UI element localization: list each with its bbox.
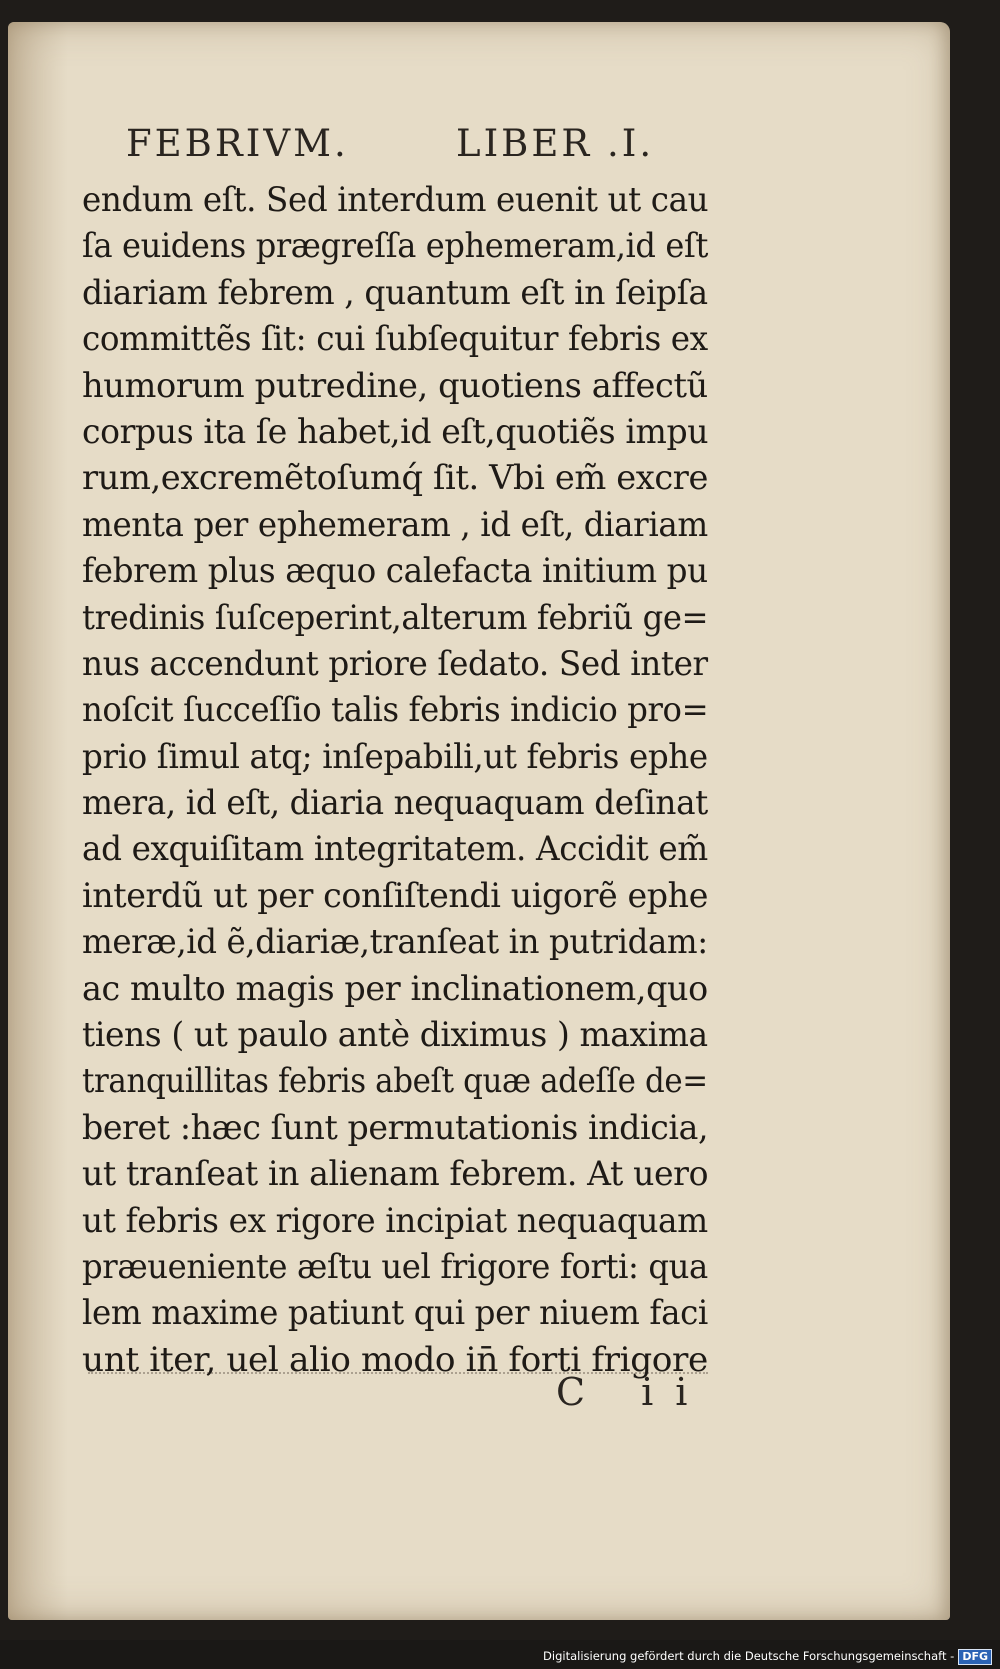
running-header-book-number: LIBER .I.: [456, 122, 655, 165]
text-line: lem maxime patiunt qui per niuem faci: [82, 1293, 708, 1334]
text-line: menta per ephemeram , id eſt, diariam: [82, 504, 708, 545]
text-line: tredinis ſuſceperint,alterum febriũ ge=: [82, 597, 709, 638]
running-header: [126, 122, 706, 168]
text-line: diariam febrem , quantum eſt in ſeipſa: [82, 272, 708, 313]
text-line: nus accendunt priore ſedato. Sed inter: [82, 643, 708, 684]
text-line: committẽs ſit: cui ſubſequitur febris ex: [82, 319, 708, 360]
text-line: præueniente æſtu uel frigore forti: qua: [82, 1246, 708, 1287]
text-line: ac multo magis per inclinationem,quo: [82, 968, 708, 1009]
text-line: ut tranſeat in alienam febrem. At uero: [82, 1154, 709, 1195]
running-header-title: FEBRIVM.: [126, 122, 349, 165]
text-line: endum eſt. Sed interdum euenit ut cau: [82, 180, 709, 220]
text-line: ad exquiſitam integritatem. Accidit em̃: [82, 829, 708, 870]
text-line: corpus ita ſe habet,id eſt,quotiẽs impu: [82, 411, 709, 452]
signature-mark: C ii: [556, 1370, 710, 1414]
text-line: febrem plus æquo calefacta initium pu: [82, 551, 708, 592]
text-line: tranquillitas febris abeſt quæ adeſſe de=: [82, 1061, 708, 1102]
text-line: interdũ ut per conſiſtendi uigorẽ ephe: [82, 875, 708, 916]
digitization-credit: [543, 1647, 992, 1665]
text-line: ut febris ex rigore incipiat nequaquam: [82, 1200, 708, 1241]
text-line: humorum putredine, quotiens affectũ: [82, 365, 708, 406]
dfg-logo: DFG: [958, 1649, 992, 1665]
text-line: mera, id eſt, diaria nequaquam deſinat: [82, 783, 708, 824]
page-text: [82, 177, 762, 1383]
text-line: beret :hæc ſunt permutationis indicia,: [82, 1107, 709, 1148]
credit-text: Digitalisierung gefördert durch die Deutsche Forschungsgemeinschaft -: [543, 1649, 955, 1663]
text-line: tiens ( ut paulo antè diximus ) maxima: [82, 1015, 708, 1056]
text-line: ſa euidens prægreſſa ephemeram,id eſt: [82, 226, 708, 267]
text-line: noſcit ſucceſſio talis febris indicio pro=: [82, 690, 709, 731]
text-line: prio ſimul atq; inſepabili,ut febris ephe: [82, 736, 708, 777]
text-line: rum,excremẽtoſumq́ ſit. Vbi em̃ excre: [82, 458, 709, 499]
text-line: unt iter, uel alio modo in̄ forti frigore: [82, 1339, 708, 1380]
text-line: meræ,id ẽ,diariæ,tranſeat in putridam:: [82, 922, 708, 963]
